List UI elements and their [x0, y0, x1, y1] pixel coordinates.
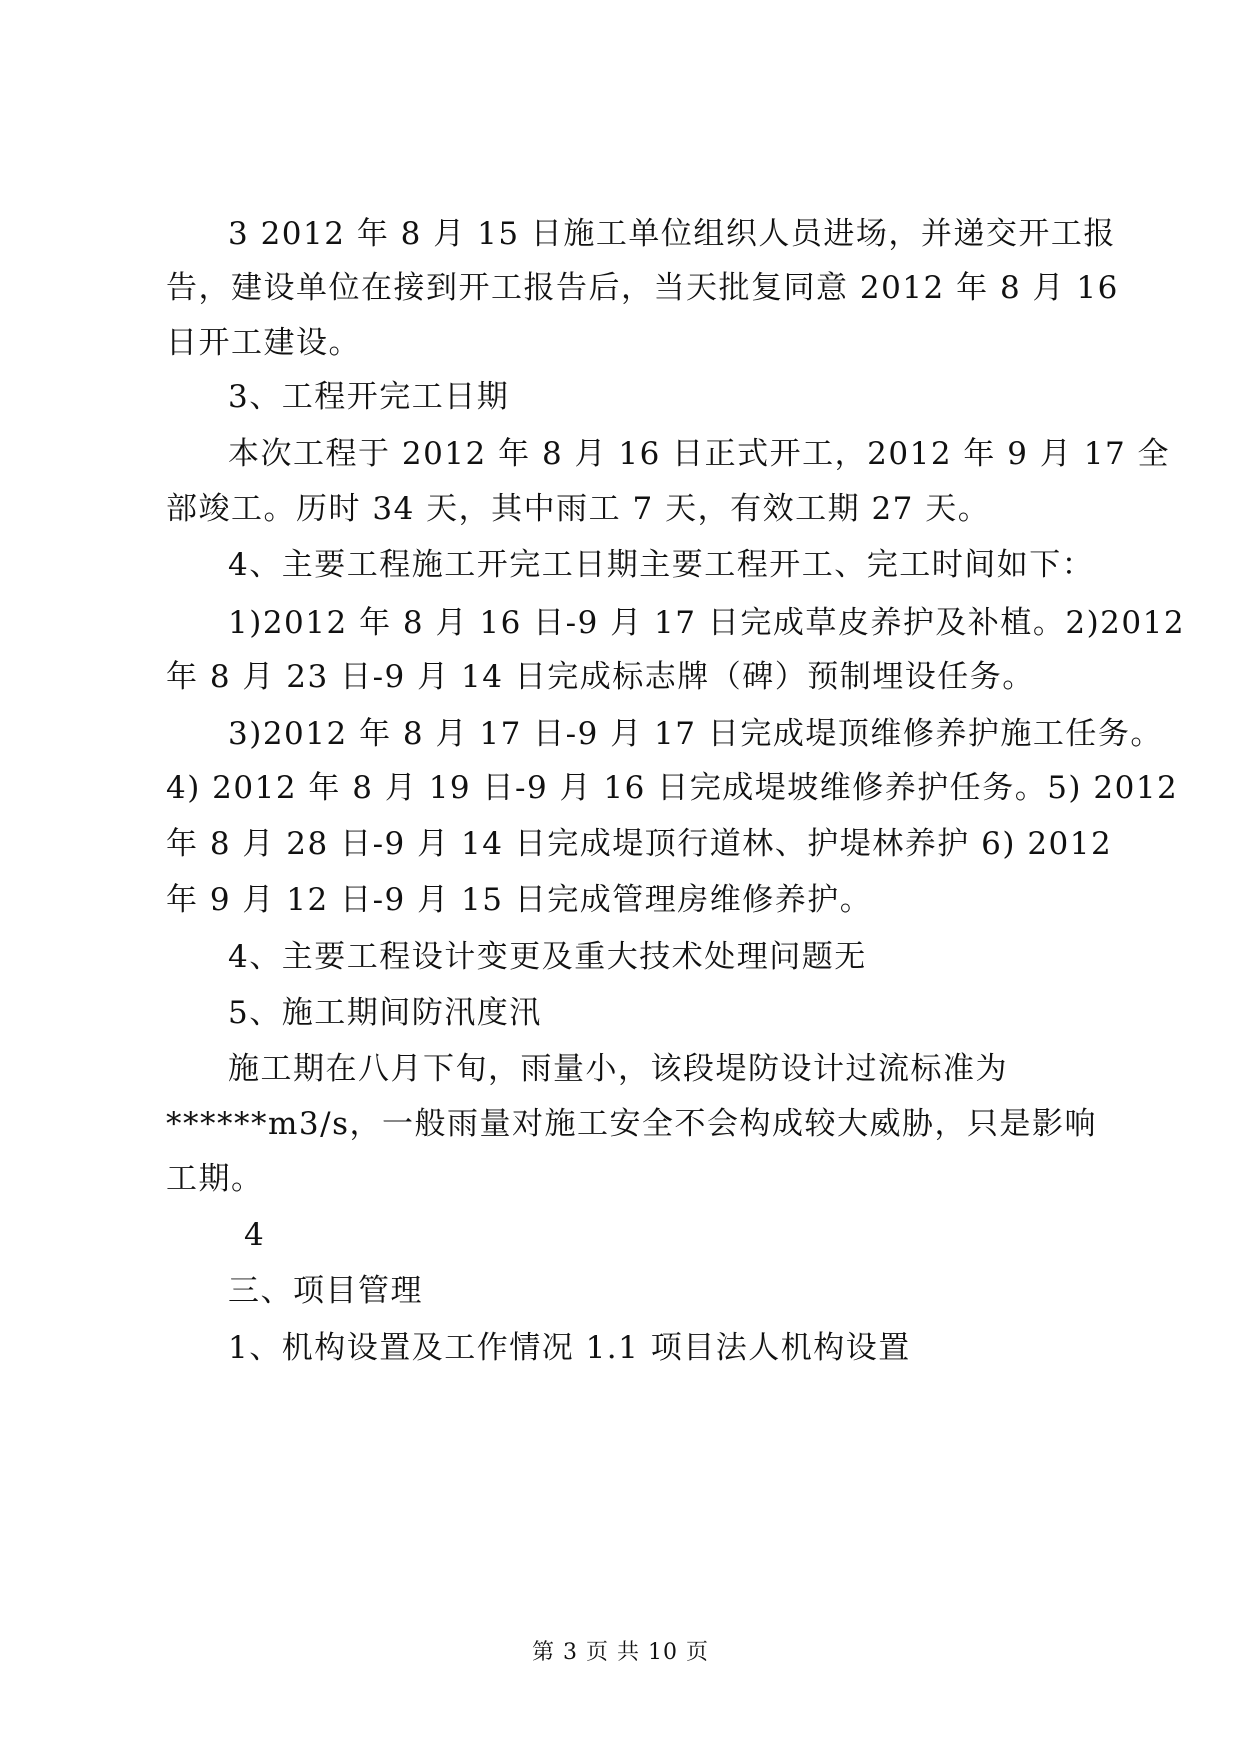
section-heading-main-works: 4、主要工程施工开完工日期主要工程开工、完工时间如下： [228, 547, 1095, 583]
paragraph-line-16: 施工期在八月下旬，雨量小，该段堤防设计过流标准为 [228, 1051, 1008, 1087]
page-footer: 第 3 页 共 10 页 [532, 1640, 709, 1665]
paragraph-line-13: 年 9 月 12 日-9 月 15 日完成管理房维修养护。 [166, 882, 873, 918]
paragraph-line-11: 4) 2012 年 8 月 19 日-9 月 16 日完成堤坡维修养护任务。5) 2012 [166, 770, 1179, 806]
paragraph-line-3: 日开工建设。 [166, 325, 361, 361]
paragraph-line-17: ******m3/s，一般雨量对施工安全不会构成较大威胁，只是影响 [166, 1106, 1097, 1142]
paragraph-line-1: 3 2012 年 8 月 15 日施工单位组织人员进场，并递交开工报 [228, 216, 1116, 252]
paragraph-line-10: 3)2012 年 8 月 17 日-9 月 17 日完成堤顶维修养护施工任务。 [228, 716, 1163, 752]
paragraph-line-2: 告，建设单位在接到开工报告后，当天批复同意 2012 年 8 月 16 [166, 270, 1119, 306]
paragraph-line-9: 年 8 月 23 日-9 月 14 日完成标志牌（碑）预制埋设任务。 [166, 659, 1035, 695]
section-heading-dates: 3、工程开完工日期 [228, 379, 510, 415]
paragraph-line-18: 工期。 [166, 1161, 264, 1197]
paragraph-line-21: 1、机构设置及工作情况 1.1 项目法人机构设置 [228, 1330, 911, 1366]
paragraph-line-5: 本次工程于 2012 年 8 月 16 日正式开工，2012 年 9 月 17 全 [228, 436, 1171, 472]
paragraph-line-12: 年 8 月 28 日-9 月 14 日完成堤顶行道林、护堤林养护 6) 2012 [166, 826, 1113, 862]
paragraph-line-8: 1)2012 年 8 月 16 日-9 月 17 日完成草皮养护及补植。2)2012 [228, 605, 1186, 641]
inline-page-number: 4 [244, 1217, 266, 1253]
section-heading-flood-control: 5、施工期间防汛度汛 [228, 995, 542, 1031]
paragraph-line-6: 部竣工。历时 34 天，其中雨工 7 天，有效工期 27 天。 [166, 491, 991, 527]
section-heading-design-change: 4、主要工程设计变更及重大技术处理问题无 [228, 939, 867, 975]
section-heading-project-management: 三、项目管理 [228, 1273, 423, 1309]
